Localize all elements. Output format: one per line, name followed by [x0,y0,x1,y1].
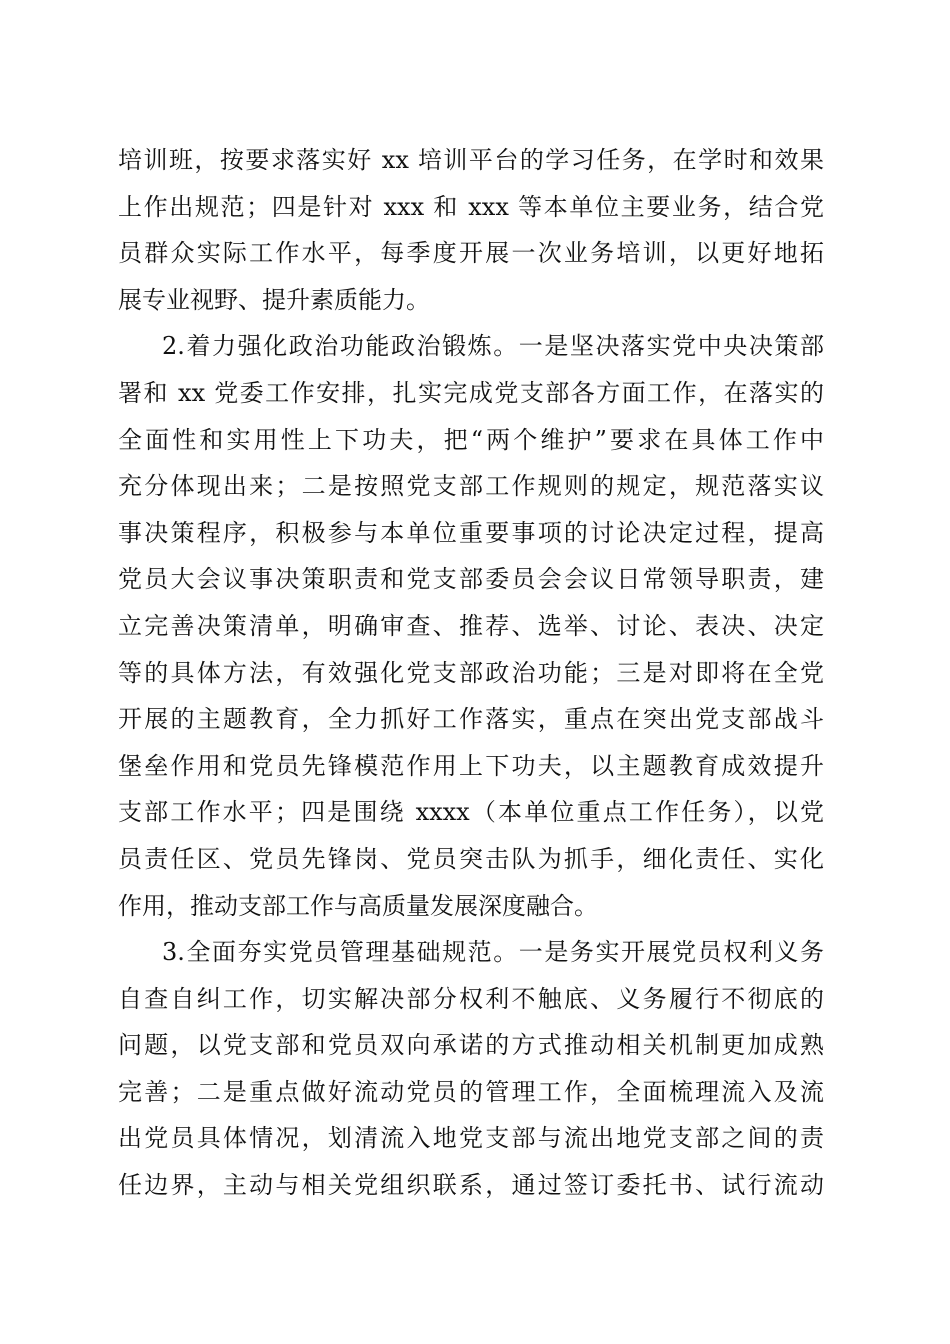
text-line: 2.着力强化政治功能政治锻炼。一是坚决落实党中央决策部 [162,332,824,361]
text-line: 问题，以党支部和党员双向承诺的方式推动相关机制更加成熟 [118,1031,824,1060]
text-line: 堡垒作用和党员先锋模范作用上下功夫，以主题教育成效提升 [118,751,824,780]
text-line: 党员大会议事决策职责和党支部委员会会议日常领导职责，建 [118,565,824,594]
text-line: 开展的主题教育，全力抓好工作落实，重点在突出党支部战斗 [118,705,824,734]
text-line: 支部工作水平；四是围绕 xxxx（本单位重点工作任务），以党 [118,798,824,827]
text-line: 任边界，主动与相关党组织联系，通过签订委托书、试行流动 [118,1171,824,1200]
text-line: 立完善决策清单，明确审查、推荐、选举、讨论、表决、决定 [118,611,824,640]
text-line: 出党员具体情况，划清流入地党支部与流出地党支部之间的责 [118,1124,824,1153]
text-line: 全面性和实用性上下功夫，把“两个维护”要求在具体工作中 [118,425,824,454]
paragraph-continuation [118,137,824,323]
text-line: 展专业视野、提升素质能力。 [118,285,430,314]
text-line: 充分体现出来；二是按照党支部工作规则的规定，规范落实议 [118,472,824,501]
paragraph-political-function [118,323,824,929]
text-line: 事决策程序，积极参与本单位重要事项的讨论决定过程，提高 [118,518,824,547]
text-line: 培训班，按要求落实好 xx 培训平台的学习任务，在学时和效果 [118,146,824,174]
text-line: 署和 xx 党委工作安排，扎实完成党支部各方面工作，在落实的 [118,378,824,407]
paragraph-member-management [118,929,824,1209]
text-line: 上作出规范；四是针对 xxx 和 xxx 等本单位主要业务，结合党 [118,192,824,221]
text-line: 作用，推动支部工作与高质量发展深度融合。 [118,891,598,920]
text-line: 完善；二是重点做好流动党员的管理工作，全面梳理流入及流 [118,1077,824,1106]
text-line: 员群众实际工作水平，每季度开展一次业务培训，以更好地拓 [118,239,824,268]
text-line: 3.全面夯实党员管理基础规范。一是务实开展党员权利义务 [162,938,824,967]
document-page [118,137,824,1209]
text-line: 等的具体方法，有效强化党支部政治功能；三是对即将在全党 [118,658,824,687]
text-line: 员责任区、党员先锋岗、党员突击队为抓手，细化责任、实化 [118,844,824,873]
text-line: 自查自纠工作，切实解决部分权利不触底、义务履行不彻底的 [118,984,824,1013]
